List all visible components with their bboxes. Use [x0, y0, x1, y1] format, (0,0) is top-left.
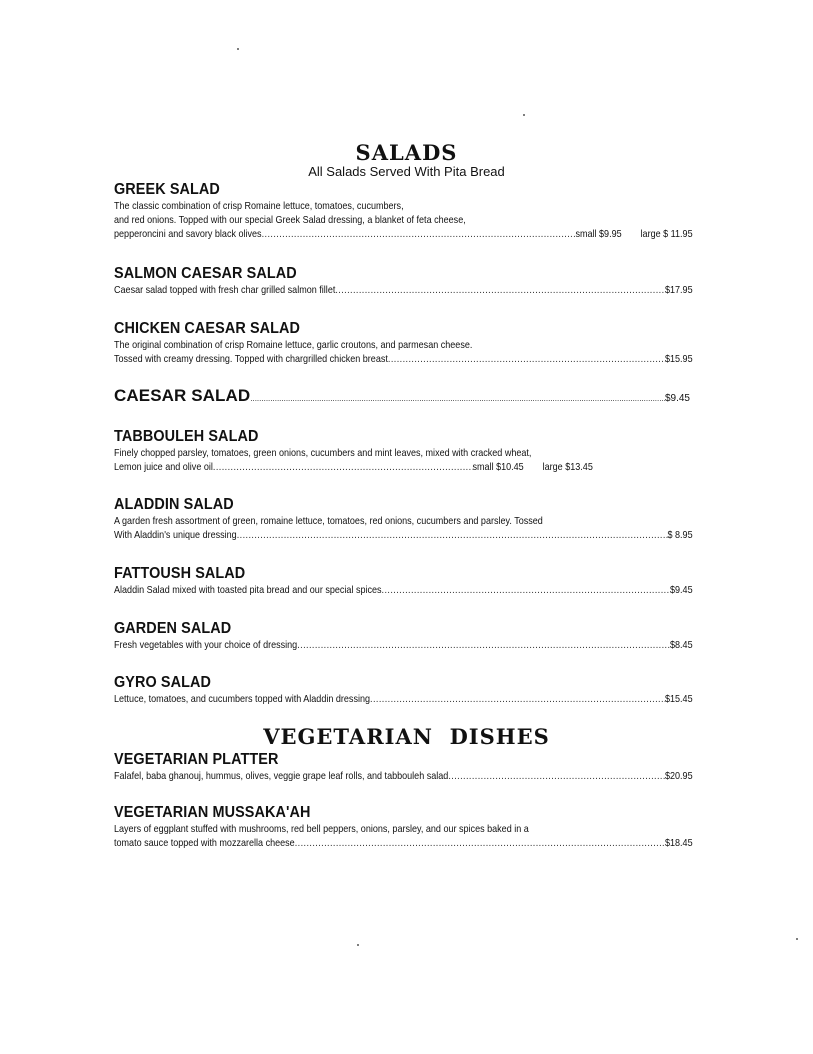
item-name: VEGETARIAN MUSSAKA'AH: [114, 804, 311, 821]
leader-dots: [250, 390, 665, 408]
item-price-row: [114, 583, 693, 597]
item-description-line: Caesar salad topped with fresh char grilled salmon fillet: [114, 284, 336, 296]
item-name: CHICKEN CAESAR SALAD: [114, 320, 301, 337]
leader-dots: [388, 352, 665, 366]
menu-item-vegetarian-mussakaah: [114, 804, 694, 850]
item-price-small: small $9.95: [575, 228, 622, 240]
item-price-row: [114, 638, 693, 652]
leader-dots: [448, 769, 665, 783]
item-price-row: [114, 227, 693, 241]
item-description-line: Finely chopped parsley, tomatoes, green onions, cucumbers and mint leaves, mixed with cracked wheat,: [114, 447, 532, 459]
item-price-row: [114, 836, 693, 850]
item-description-line: A garden fresh assortment of green, romaine lettuce, tomatoes, red onions, cucumbers and parsley. Tossed: [114, 515, 543, 527]
item-name: SALMON CAESAR SALAD: [114, 265, 297, 282]
vegetarian-section-title: VEGETARIAN DISHES: [263, 724, 550, 749]
menu-item-chicken-caesar-salad: [114, 320, 694, 366]
item-price-row: [114, 387, 690, 408]
leader-dots: [237, 528, 668, 542]
item-description-line: Tossed with creamy dressing. Topped with chargrilled chicken breast: [114, 353, 388, 365]
leader-dots: [382, 583, 670, 597]
item-description-line: Lemon juice and olive oil: [114, 461, 213, 473]
salads-section-subtitle: All Salads Served With Pita Bread: [308, 164, 505, 179]
salads-section-title: SALADS: [355, 140, 458, 165]
leader-dots: [370, 692, 665, 706]
item-price: $ 8.95: [667, 529, 693, 541]
item-price-row: [114, 352, 693, 366]
item-price: $20.95: [664, 770, 693, 782]
item-name: GREEK SALAD: [114, 181, 220, 198]
menu-item-aladdin-salad: [114, 496, 694, 542]
leader-dots: [295, 836, 665, 850]
menu-item-vegetarian-platter: [114, 751, 694, 783]
item-price-row: [114, 460, 593, 474]
menu-item-gyro-salad: [114, 674, 694, 706]
item-description-line: Falafel, baba ghanouj, hummus, olives, veggie grape leaf rolls, and tabbouleh salad: [114, 770, 449, 782]
item-price: $9.45: [664, 393, 690, 404]
item-price-row: [114, 769, 693, 783]
leader-dots: [213, 460, 473, 474]
item-price-large: large $13.45: [542, 461, 593, 473]
scan-speck: [523, 114, 525, 116]
leader-dots: [262, 227, 576, 241]
menu-item-greek-salad: [114, 181, 694, 241]
menu-item-caesar-salad: [114, 387, 690, 408]
item-name: GYRO SALAD: [114, 674, 212, 691]
item-price: $18.45: [664, 837, 693, 849]
menu-item-salmon-caesar-salad: [114, 265, 694, 297]
item-description-line: Lettuce, tomatoes, and cucumbers topped with Aladdin dressing: [114, 693, 371, 705]
item-price-small: small $10.45: [472, 461, 524, 473]
item-price: $15.45: [664, 693, 693, 705]
item-name: GARDEN SALAD: [114, 620, 232, 637]
item-name: TABBOULEH SALAD: [114, 428, 259, 445]
scan-speck: [237, 48, 239, 50]
item-description-line: pepperoncini and savory black olives: [114, 228, 262, 240]
menu-item-garden-salad: [114, 620, 694, 652]
scan-speck: [357, 944, 359, 946]
item-description-line: Layers of eggplant stuffed with mushrooms, red bell peppers, onions, parsley, and our spices baked in a: [114, 823, 529, 835]
item-name: ALADDIN SALAD: [114, 496, 234, 513]
item-description-line: Aladdin Salad mixed with toasted pita bread and our special spices: [114, 584, 382, 596]
scan-speck: [796, 938, 798, 940]
leader-dots: [335, 283, 665, 297]
item-price-row: [114, 692, 693, 706]
item-price: $8.45: [670, 639, 693, 651]
item-description-line: Fresh vegetables with your choice of dressing: [114, 639, 298, 651]
item-name: FATTOUSH SALAD: [114, 565, 246, 582]
item-description-line: and red onions. Topped with our special Greek Salad dressing, a blanket of feta cheese,: [114, 214, 466, 226]
item-price-large: large $ 11.95: [640, 228, 693, 240]
item-description-line: The classic combination of crisp Romaine lettuce, tomatoes, cucumbers,: [114, 200, 404, 212]
leader-dots: [297, 638, 670, 652]
item-price-row: [114, 283, 693, 297]
item-price: $17.95: [664, 284, 693, 296]
item-price-row: [114, 528, 693, 542]
item-price: $9.45: [670, 584, 693, 596]
item-description-line: The original combination of crisp Romaine lettuce, garlic croutons, and parmesan cheese.: [114, 339, 473, 351]
item-name: VEGETARIAN PLATTER: [114, 751, 279, 768]
item-price: $15.95: [664, 353, 693, 365]
item-description-line: With Aladdin's unique dressing: [114, 529, 237, 541]
menu-item-tabbouleh-salad: [114, 428, 694, 474]
item-description-line: tomato sauce topped with mozzarella cheese: [114, 837, 295, 849]
item-name: CAESAR SALAD: [114, 386, 251, 405]
menu-item-fattoush-salad: [114, 565, 694, 597]
